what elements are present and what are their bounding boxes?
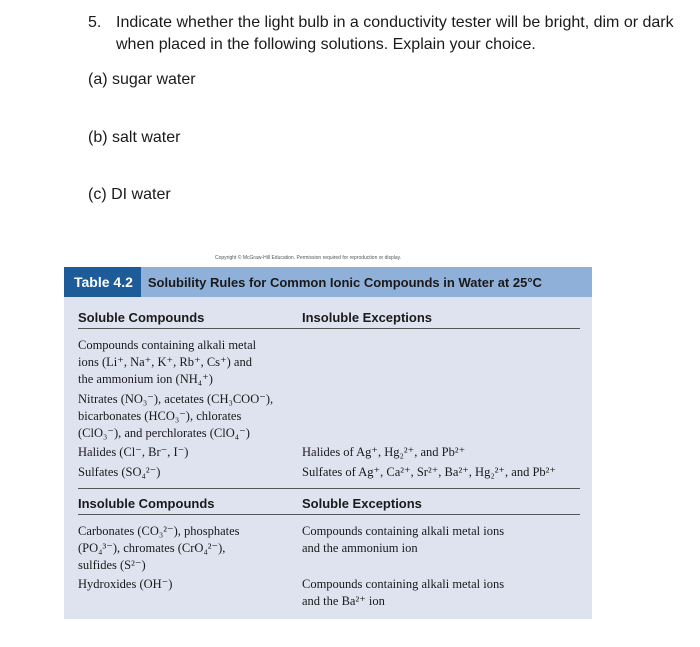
row-sulfates: Sulfates (SO₄²⁻) bbox=[78, 465, 161, 479]
row-line: the ammonium ion (NH₄⁺) bbox=[78, 372, 213, 386]
question-text: Indicate whether the light bulb in a conductivity tester will be bright, dim or dark when placed in the following solutions. Explain your choice. bbox=[116, 14, 674, 53]
row-line: (ClO₃⁻), and perchlorates (ClO₄⁻) bbox=[78, 426, 250, 440]
question-number: 5. bbox=[88, 14, 102, 31]
header-soluble-compounds: Soluble Compounds bbox=[78, 310, 205, 325]
row-carbonates bbox=[78, 523, 308, 574]
row-line: bicarbonates (HCO₃⁻), chlorates bbox=[78, 409, 242, 423]
header-insoluble-compounds: Insoluble Compounds bbox=[78, 496, 215, 511]
row-halides: Halides (Cl⁻, Br⁻, I⁻) bbox=[78, 445, 189, 459]
option-a: (a) sugar water bbox=[88, 71, 196, 88]
row-line: Nitrates (NO₃⁻), acetates (CH₃COO⁻), bbox=[78, 392, 274, 406]
row-sulfates-exceptions: Sulfates of Ag⁺, Ca²⁺, Sr²⁺, Ba²⁺, Hg₂²⁺, and Pb²⁺ bbox=[302, 465, 556, 479]
row-line: Compounds containing alkali metal ions bbox=[302, 577, 505, 591]
table-number: Table 4.2 bbox=[64, 267, 141, 297]
row-line: and the Ba²⁺ ion bbox=[302, 594, 385, 608]
table-header bbox=[64, 267, 592, 297]
question-5 bbox=[88, 12, 700, 56]
header-soluble-exceptions: Soluble Exceptions bbox=[302, 496, 422, 511]
row-line: Compounds containing alkali metal ions bbox=[302, 524, 505, 538]
option-b: (b) salt water bbox=[88, 129, 181, 146]
row-hydroxides: Hydroxides (OH⁻) bbox=[78, 577, 173, 591]
row-alkali-metals bbox=[78, 337, 308, 388]
row-line: ions (Li⁺, Na⁺, K⁺, Rb⁺, Cs⁺) and bbox=[78, 355, 252, 369]
row-line: Carbonates (CO₃²⁻), phosphates bbox=[78, 524, 240, 538]
solubility-table bbox=[64, 267, 592, 619]
row-carbonates-exceptions bbox=[302, 523, 587, 557]
copyright-notice: Copyright © McGraw-Hill Education. Permission required for reproduction or display. bbox=[215, 255, 402, 261]
row-line: and the ammonium ion bbox=[302, 541, 418, 555]
row-line: sulfides (S²⁻) bbox=[78, 558, 146, 572]
option-c: (c) DI water bbox=[88, 186, 171, 203]
section-divider bbox=[78, 488, 580, 489]
section1-rule bbox=[78, 328, 580, 329]
section2-rule bbox=[78, 514, 580, 515]
row-line: (PO₄³⁻), chromates (CrO₄²⁻), bbox=[78, 541, 226, 555]
row-line: Compounds containing alkali metal bbox=[78, 338, 257, 352]
row-nitrates bbox=[78, 391, 308, 442]
row-hydroxides-exceptions bbox=[302, 576, 587, 610]
table-title: Solubility Rules for Common Ionic Compounds in Water at 25°C bbox=[147, 274, 542, 290]
header-insoluble-exceptions: Insoluble Exceptions bbox=[302, 310, 433, 325]
row-halides-exceptions: Halides of Ag⁺, Hg₂²⁺, and Pb²⁺ bbox=[302, 445, 466, 459]
